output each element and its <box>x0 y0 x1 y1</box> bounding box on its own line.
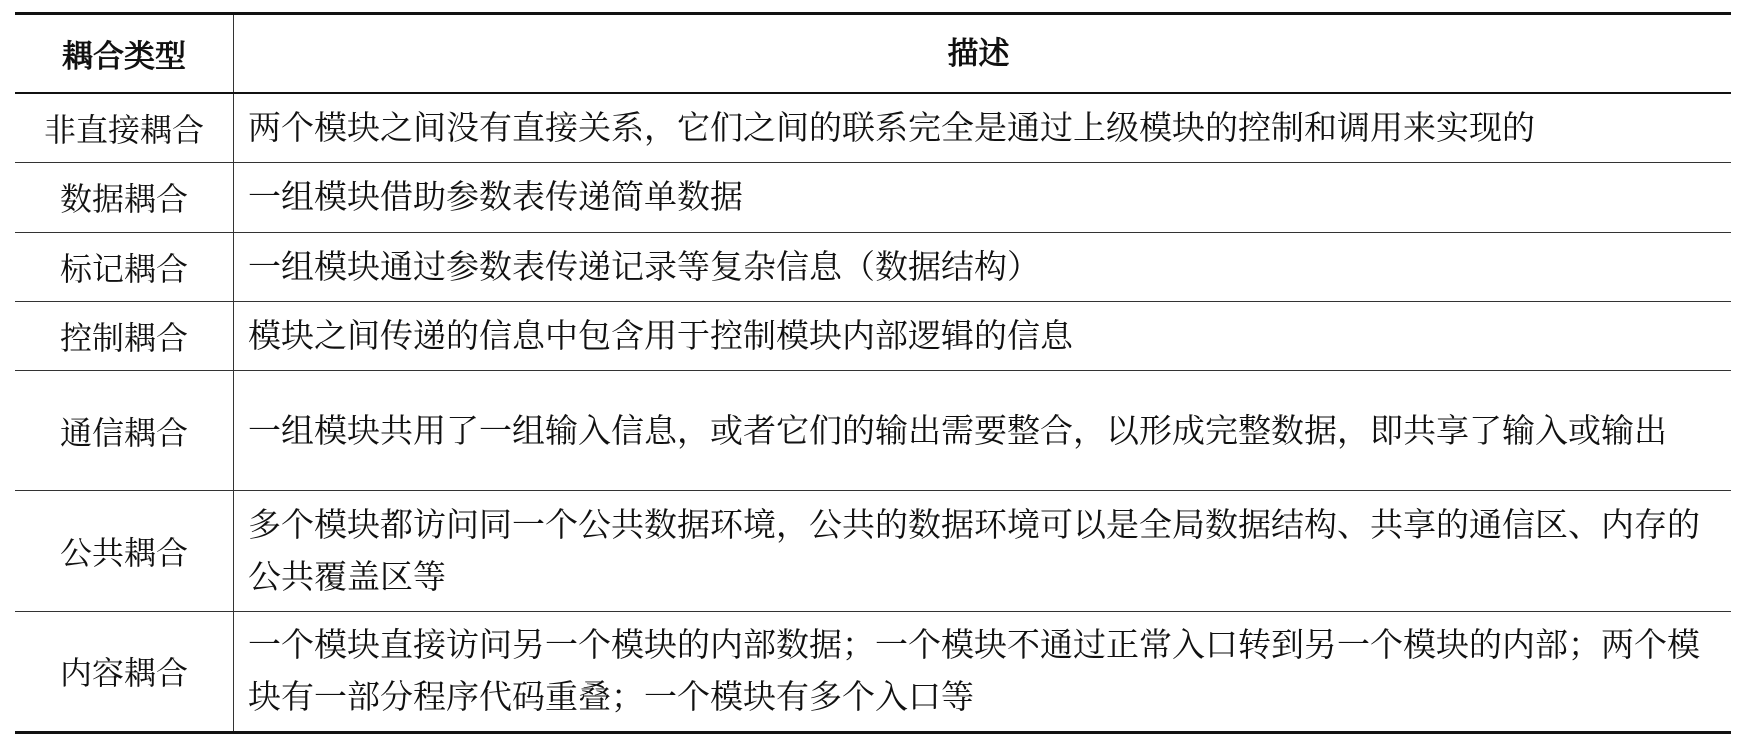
coupling-type-cell: 非直接耦合 <box>15 93 234 163</box>
description-cell: 一组模块借助参数表传递简单数据 <box>234 163 1732 232</box>
description-cell: 模块之间传递的信息中包含用于控制模块内部逻辑的信息 <box>234 301 1732 370</box>
description-cell: 一个模块直接访问另一个模块的内部数据；一个模块不通过正常入口转到另一个模块的内部；两个模块有一部分程序代码重叠；一个模块有多个入口等 <box>234 611 1732 732</box>
table-row <box>15 491 1731 611</box>
description-cell: 一组模块共用了一组输入信息，或者它们的输出需要整合，以形成完整数据，即共享了输入或输出 <box>234 371 1732 491</box>
description-cell: 一组模块通过参数表传递记录等复杂信息（数据结构） <box>234 232 1732 301</box>
header-row <box>15 14 1731 94</box>
coupling-type-cell: 通信耦合 <box>15 371 234 491</box>
table-row <box>15 232 1731 301</box>
table-row <box>15 163 1731 232</box>
coupling-type-cell: 标记耦合 <box>15 232 234 301</box>
coupling-type-cell: 公共耦合 <box>15 491 234 611</box>
description-cell: 两个模块之间没有直接关系，它们之间的联系完全是通过上级模块的控制和调用来实现的 <box>234 93 1732 163</box>
header-coupling-type: 耦合类型 <box>15 14 234 94</box>
header-description: 描述 <box>234 14 1732 94</box>
coupling-types-table <box>15 12 1731 734</box>
table-row <box>15 93 1731 163</box>
table-row <box>15 611 1731 732</box>
table-row <box>15 371 1731 491</box>
table-row <box>15 301 1731 370</box>
table-body <box>15 93 1731 733</box>
coupling-type-cell: 数据耦合 <box>15 163 234 232</box>
coupling-type-cell: 控制耦合 <box>15 301 234 370</box>
table-header <box>15 14 1731 94</box>
coupling-type-cell: 内容耦合 <box>15 611 234 732</box>
description-cell: 多个模块都访问同一个公共数据环境，公共的数据环境可以是全局数据结构、共享的通信区、内存的公共覆盖区等 <box>234 491 1732 611</box>
